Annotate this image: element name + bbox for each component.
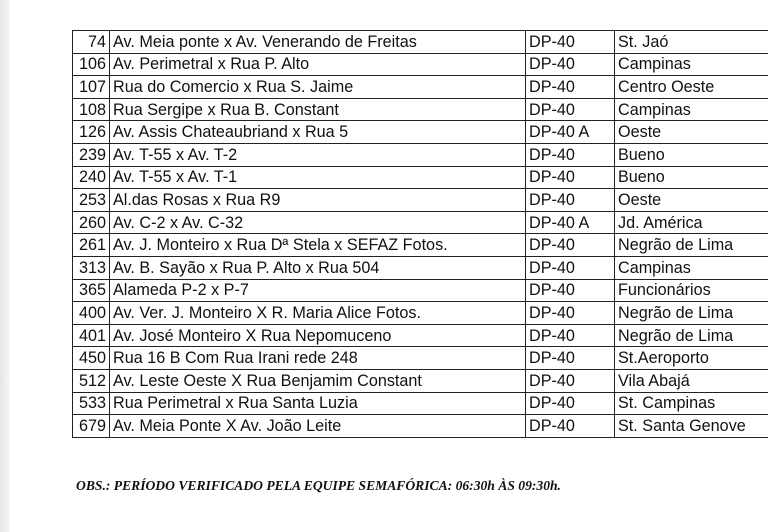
table-row (73, 302, 768, 325)
cell-region: Oeste (615, 121, 768, 144)
cell-location: Alameda P-2 x P-7 (110, 279, 526, 302)
cell-region: St. Campinas (615, 392, 768, 415)
cell-region: St. Jaó (615, 31, 768, 54)
cell-number: 533 (73, 392, 110, 415)
table-row (73, 98, 768, 121)
cell-region: Bueno (615, 166, 768, 189)
cell-device: DP-40 (526, 256, 615, 279)
cell-region: St.Aeroporto (615, 347, 768, 370)
cell-region: Jd. América (615, 211, 768, 234)
cell-number: 107 (73, 76, 110, 99)
cell-device: DP-40 A (526, 121, 615, 144)
table-row (73, 121, 768, 144)
cell-location: Av. Perimetral x Rua P. Alto (110, 53, 526, 76)
cell-region: Negrão de Lima (615, 324, 768, 347)
cell-number: 106 (73, 53, 110, 76)
cell-device: DP-40 (526, 189, 615, 212)
table-row (73, 31, 768, 54)
cell-number: 126 (73, 121, 110, 144)
table-row (73, 189, 768, 212)
table-row (73, 166, 768, 189)
cell-region: Campinas (615, 53, 768, 76)
cell-region: Campinas (615, 256, 768, 279)
cell-device: DP-40 (526, 76, 615, 99)
cell-device: DP-40 (526, 98, 615, 121)
cell-location: Av. Assis Chateaubriand x Rua 5 (110, 121, 526, 144)
cell-location: Av. J. Monteiro x Rua Dª Stela x SEFAZ Fotos. (110, 234, 526, 257)
table-body (73, 31, 768, 438)
cell-region: Centro Oeste (615, 76, 768, 99)
cell-location: Rua Perimetral x Rua Santa Luzia (110, 392, 526, 415)
cell-number: 365 (73, 279, 110, 302)
cell-device: DP-40 (526, 279, 615, 302)
cell-device: DP-40 A (526, 211, 615, 234)
cell-location: Av. Meia ponte x Av. Venerando de Freitas (110, 31, 526, 54)
cell-device: DP-40 (526, 369, 615, 392)
cell-region: Oeste (615, 189, 768, 212)
cell-region: Bueno (615, 143, 768, 166)
cell-device: DP-40 (526, 392, 615, 415)
table-row (73, 143, 768, 166)
table-row (73, 392, 768, 415)
cell-region: Vila Abajá (615, 369, 768, 392)
table-row (73, 76, 768, 99)
cell-location: Av. Leste Oeste X Rua Benjamim Constant (110, 369, 526, 392)
cell-location: Av. José Monteiro X Rua Nepomuceno (110, 324, 526, 347)
cell-location: Av. C-2 x Av. C-32 (110, 211, 526, 234)
table-row (73, 369, 768, 392)
table-row (73, 415, 768, 438)
cell-region: Negrão de Lima (615, 302, 768, 325)
cell-number: 313 (73, 256, 110, 279)
cell-location: Rua do Comercio x Rua S. Jaime (110, 76, 526, 99)
page-edge-shadow (0, 0, 10, 532)
table-row (73, 53, 768, 76)
table-row (73, 211, 768, 234)
table-row (73, 234, 768, 257)
cell-number: 261 (73, 234, 110, 257)
cell-number: 74 (73, 31, 110, 54)
cell-device: DP-40 (526, 347, 615, 370)
cell-number: 400 (73, 302, 110, 325)
cell-location: Al.das Rosas x Rua R9 (110, 189, 526, 212)
cell-location: Rua Sergipe x Rua B. Constant (110, 98, 526, 121)
cell-number: 239 (73, 143, 110, 166)
intersections-table (72, 30, 768, 438)
cell-region: Funcionários (615, 279, 768, 302)
cell-location: Av. Meia Ponte X Av. João Leite (110, 415, 526, 438)
cell-region: Campinas (615, 98, 768, 121)
cell-device: DP-40 (526, 302, 615, 325)
table-row (73, 324, 768, 347)
table-row (73, 256, 768, 279)
cell-device: DP-40 (526, 234, 615, 257)
cell-number: 512 (73, 369, 110, 392)
cell-device: DP-40 (526, 324, 615, 347)
cell-device: DP-40 (526, 53, 615, 76)
cell-location: Av. T-55 x Av. T-1 (110, 166, 526, 189)
cell-number: 260 (73, 211, 110, 234)
cell-number: 679 (73, 415, 110, 438)
cell-device: DP-40 (526, 143, 615, 166)
observation-note: OBS.: PERÍODO VERIFICADO PELA EQUIPE SEMAFÓRICA: 06:30h ÀS 09:30h. (76, 478, 561, 493)
cell-location: Av. T-55 x Av. T-2 (110, 143, 526, 166)
cell-location: Rua 16 B Com Rua Irani rede 248 (110, 347, 526, 370)
table-row (73, 279, 768, 302)
cell-device: DP-40 (526, 166, 615, 189)
cell-device: DP-40 (526, 415, 615, 438)
cell-number: 253 (73, 189, 110, 212)
cell-number: 108 (73, 98, 110, 121)
cell-number: 450 (73, 347, 110, 370)
table-row (73, 347, 768, 370)
cell-location: Av. Ver. J. Monteiro X R. Maria Alice Fotos. (110, 302, 526, 325)
cell-device: DP-40 (526, 31, 615, 54)
cell-location: Av. B. Sayão x Rua P. Alto x Rua 504 (110, 256, 526, 279)
cell-region: St. Santa Genove (615, 415, 768, 438)
cell-number: 401 (73, 324, 110, 347)
cell-region: Negrão de Lima (615, 234, 768, 257)
cell-number: 240 (73, 166, 110, 189)
